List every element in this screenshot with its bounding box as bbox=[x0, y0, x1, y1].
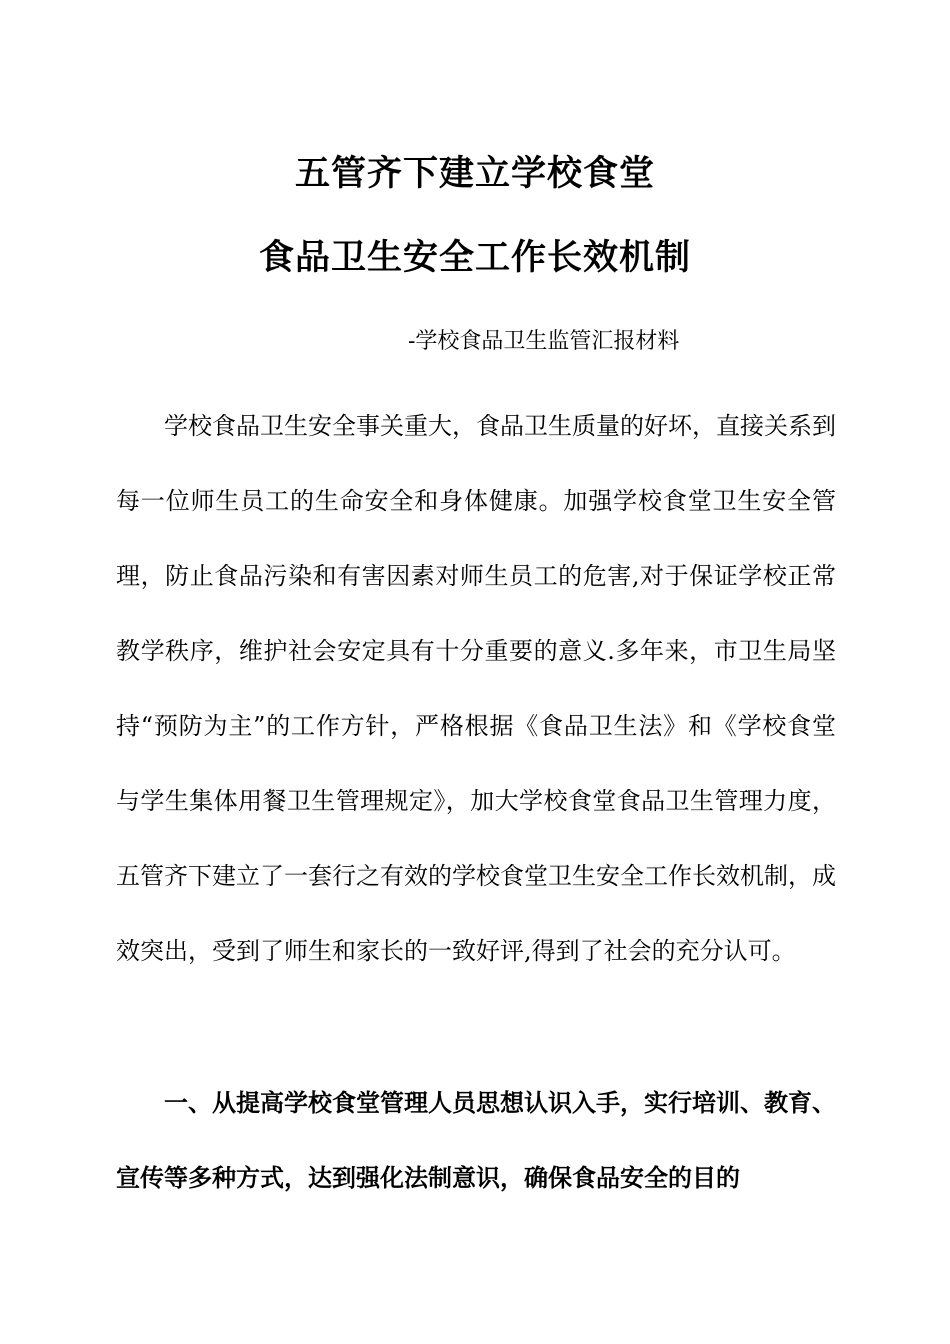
intro-paragraph: 学校食品卫生安全事关重大，食品卫生质量的好坏，直接关系到每一位师生员工的生命安全和身体健康。加强学校食堂卫生安全管理，防止食品污染和有害因素对师生员工的危害,对于保证学校正常教学秩序，维护社会安定具有十分重要的意义.多年来，市卫生局坚持“预防为主”的工作方针，严格根据《食品卫生法》和《学校食堂与学生集体用餐卫生管理规定》，加大学校食堂食品卫生管理力度，五管齐下建立了一套行之有效的学校食堂卫生安全工作长效机制，成效突出，受到了师生和家长的一致好评,得到了社会的充分认可。 bbox=[116, 412, 836, 965]
section-1-heading: 一、从提高学校食堂管理人员思想认识入手，实行培训、教育、宣传等多种方式，达到强化法制意识，确保食品安全的目的 bbox=[116, 1089, 836, 1192]
document-title-line-1: 五管齐下建立学校食堂 bbox=[294, 154, 655, 194]
document-subtitle: -学校食品卫生监管汇报材料 bbox=[408, 329, 680, 354]
document-title-line-2: 食品卫生安全工作长效机制 bbox=[258, 238, 691, 278]
